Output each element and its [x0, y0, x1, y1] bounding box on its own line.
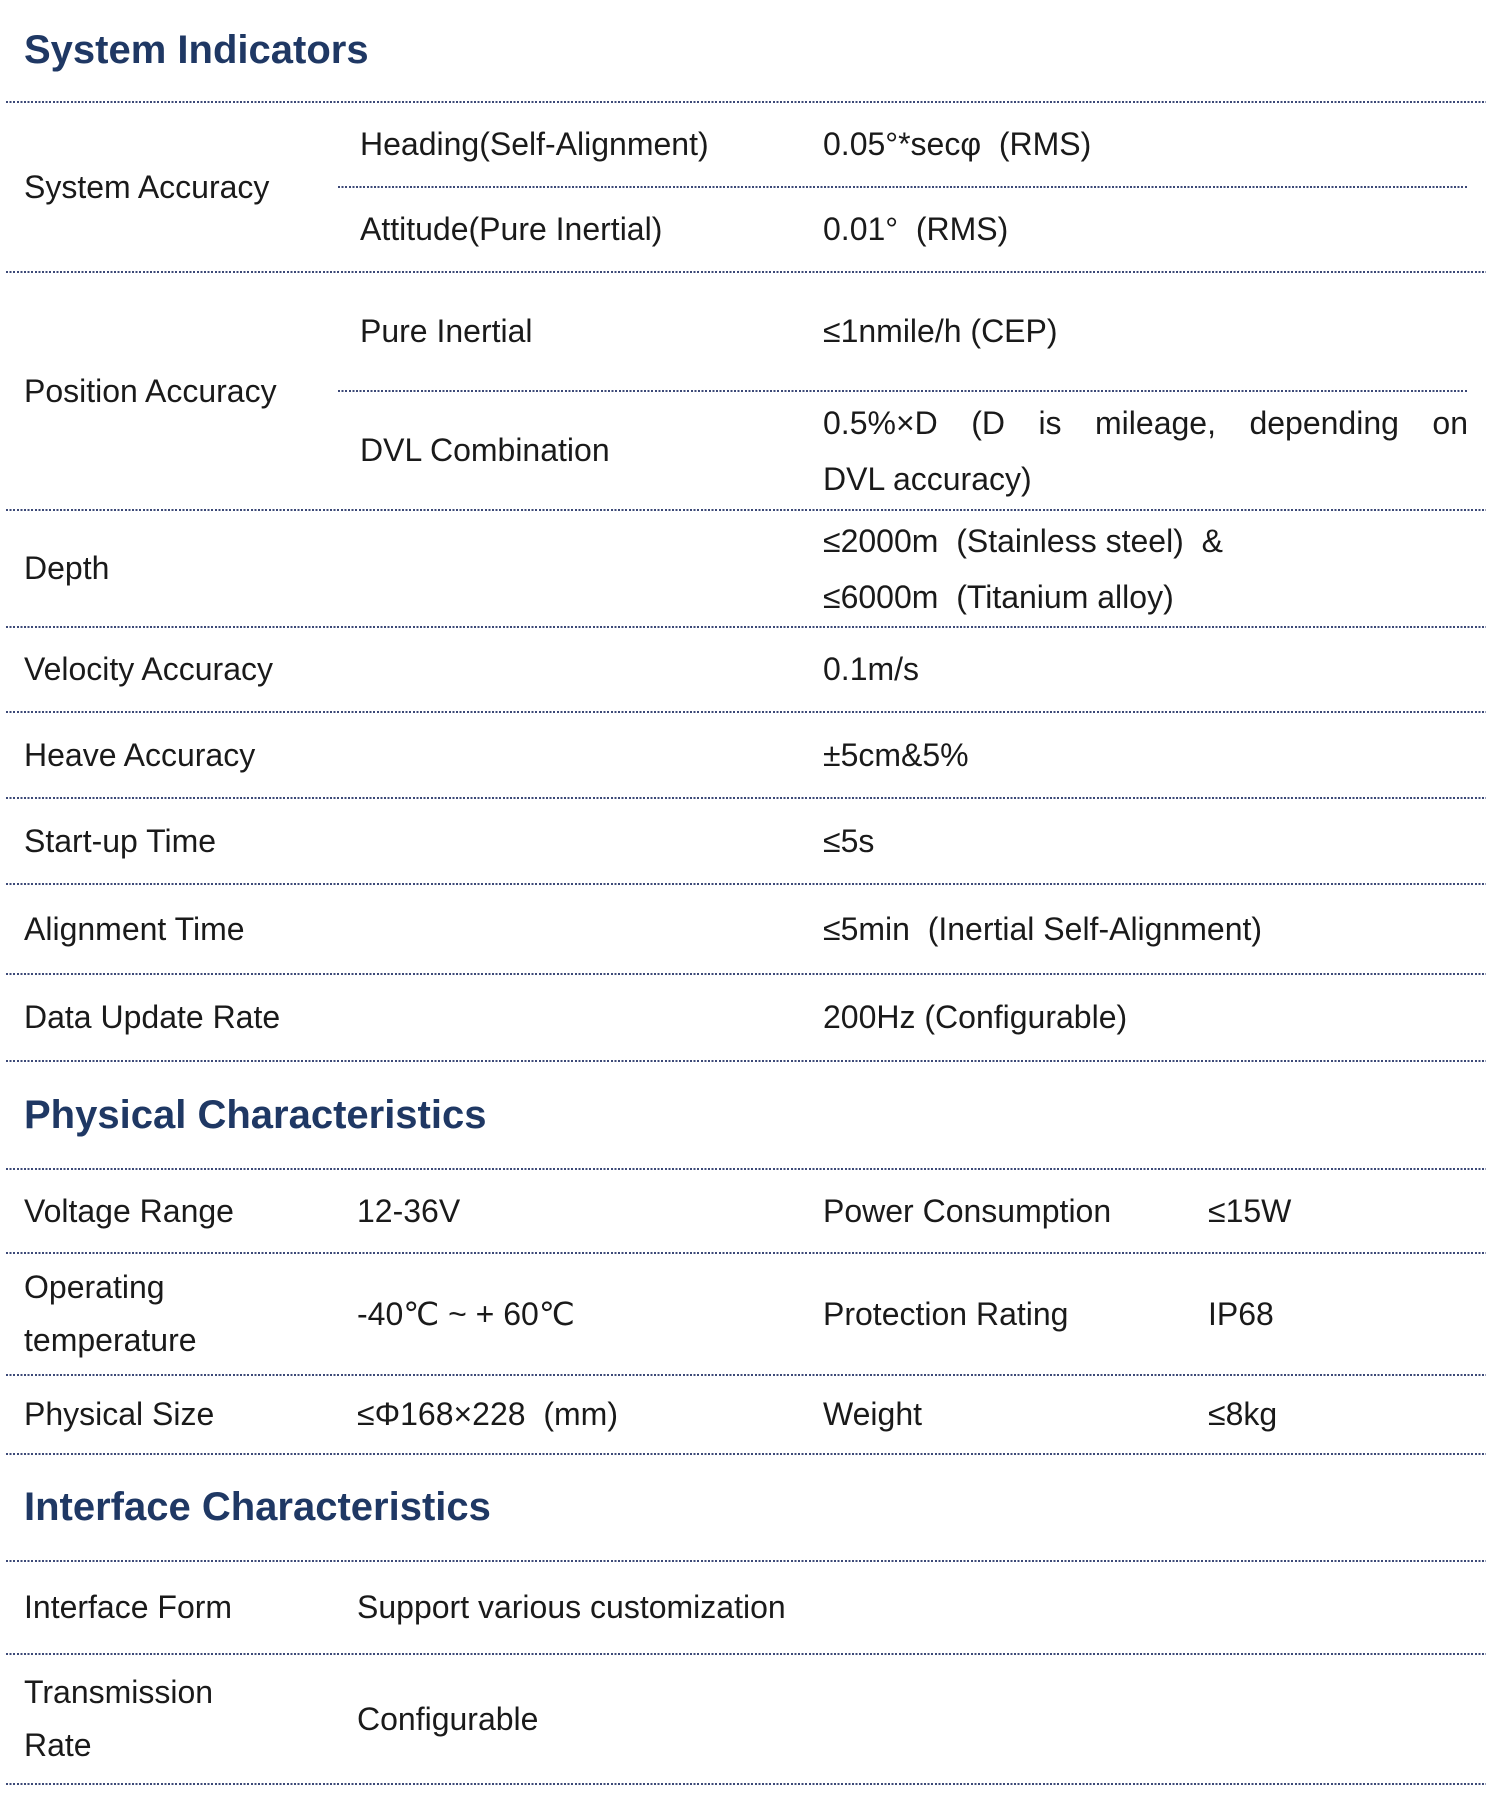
row-temperature-protection	[24, 1254, 1468, 1374]
spec-value: ≤5min (Inertial Self-Alignment)	[823, 910, 1263, 947]
spec-label: Transmission Rate	[24, 1674, 214, 1763]
row-voltage-power	[24, 1170, 1468, 1252]
section-header-interface	[24, 1455, 1468, 1560]
row-data-update-rate	[24, 975, 1468, 1060]
divider	[6, 1783, 1486, 1785]
spec-value: Support various customization	[357, 1589, 786, 1625]
spec-label: Data Update Rate	[24, 999, 281, 1035]
spec-label: Physical Size	[24, 1396, 215, 1432]
spec-label: Position Accuracy	[24, 372, 277, 409]
spec-sublabel: Attitude(Pure Inertial)	[360, 211, 663, 247]
spec-label: Heave Accuracy	[24, 736, 256, 773]
page-title: System Indicators	[24, 28, 369, 72]
spec-label: Voltage Range	[24, 1192, 234, 1229]
spec-label: Weight	[823, 1396, 923, 1432]
spec-value: ≤8kg	[1208, 1396, 1278, 1432]
spec-label: Interface Form	[24, 1589, 233, 1625]
spec-sublabel: Pure Inertial	[360, 313, 533, 349]
spec-value: 0.5%×D (D is mileage, depending on DVL accuracy)	[823, 404, 1468, 497]
subrow-heading	[338, 103, 1468, 186]
spec-label: System Accuracy	[24, 168, 270, 205]
row-alignment-time	[24, 885, 1468, 973]
spec-sublabel: DVL Combination	[360, 432, 610, 468]
spec-value: -40℃ ~ + 60℃	[357, 1296, 575, 1332]
subrow-attitude	[338, 188, 1468, 271]
spec-label: Protection Rating	[823, 1295, 1069, 1332]
spec-value: 12-36V	[357, 1192, 461, 1229]
spec-value: ≤2000m (Stainless steel) & ≤6000m (Titanium alloy)	[823, 522, 1223, 615]
spec-value: Configurable	[357, 1700, 539, 1737]
section-title: Interface Characteristics	[24, 1485, 491, 1529]
spec-label: Velocity Accuracy	[24, 651, 273, 687]
row-velocity-accuracy	[24, 628, 1468, 711]
spec-value: ≤Φ168×228 (mm)	[357, 1396, 618, 1432]
spec-value: ≤15W	[1208, 1192, 1292, 1229]
spec-label: Start-up Time	[24, 822, 217, 859]
spec-label: Operating temperature	[24, 1269, 197, 1358]
row-depth	[24, 511, 1468, 626]
row-startup-time	[24, 799, 1468, 883]
section-title: Physical Characteristics	[24, 1092, 487, 1137]
row-transmission-rate	[24, 1655, 1468, 1783]
spec-value: 0.01° (RMS)	[823, 211, 1009, 247]
spec-value: 200Hz (Configurable)	[823, 999, 1128, 1035]
subrow-pure-inertial	[338, 273, 1468, 390]
section-header-physical	[24, 1062, 1468, 1168]
spec-value: ≤5s	[823, 822, 875, 859]
spec-label: Depth	[24, 550, 110, 586]
spec-label: Power Consumption	[823, 1192, 1112, 1229]
row-position-accuracy	[24, 273, 1468, 509]
subrow-dvl	[338, 392, 1468, 509]
row-heave-accuracy	[24, 713, 1468, 797]
spec-value: 0.1m/s	[823, 651, 920, 687]
row-interface-form	[24, 1562, 1468, 1653]
spec-value: ≤1nmile/h (CEP)	[823, 313, 1058, 349]
spec-value: 0.05°*secφ (RMS)	[823, 126, 1092, 162]
row-size-weight	[24, 1376, 1468, 1453]
spec-sublabel: Heading(Self-Alignment)	[360, 126, 709, 162]
spec-value: IP68	[1208, 1295, 1274, 1332]
section-header-system	[24, 0, 1468, 101]
spec-value: ±5cm&5%	[823, 736, 969, 773]
row-system-accuracy	[24, 103, 1468, 271]
spec-label: Alignment Time	[24, 910, 245, 947]
